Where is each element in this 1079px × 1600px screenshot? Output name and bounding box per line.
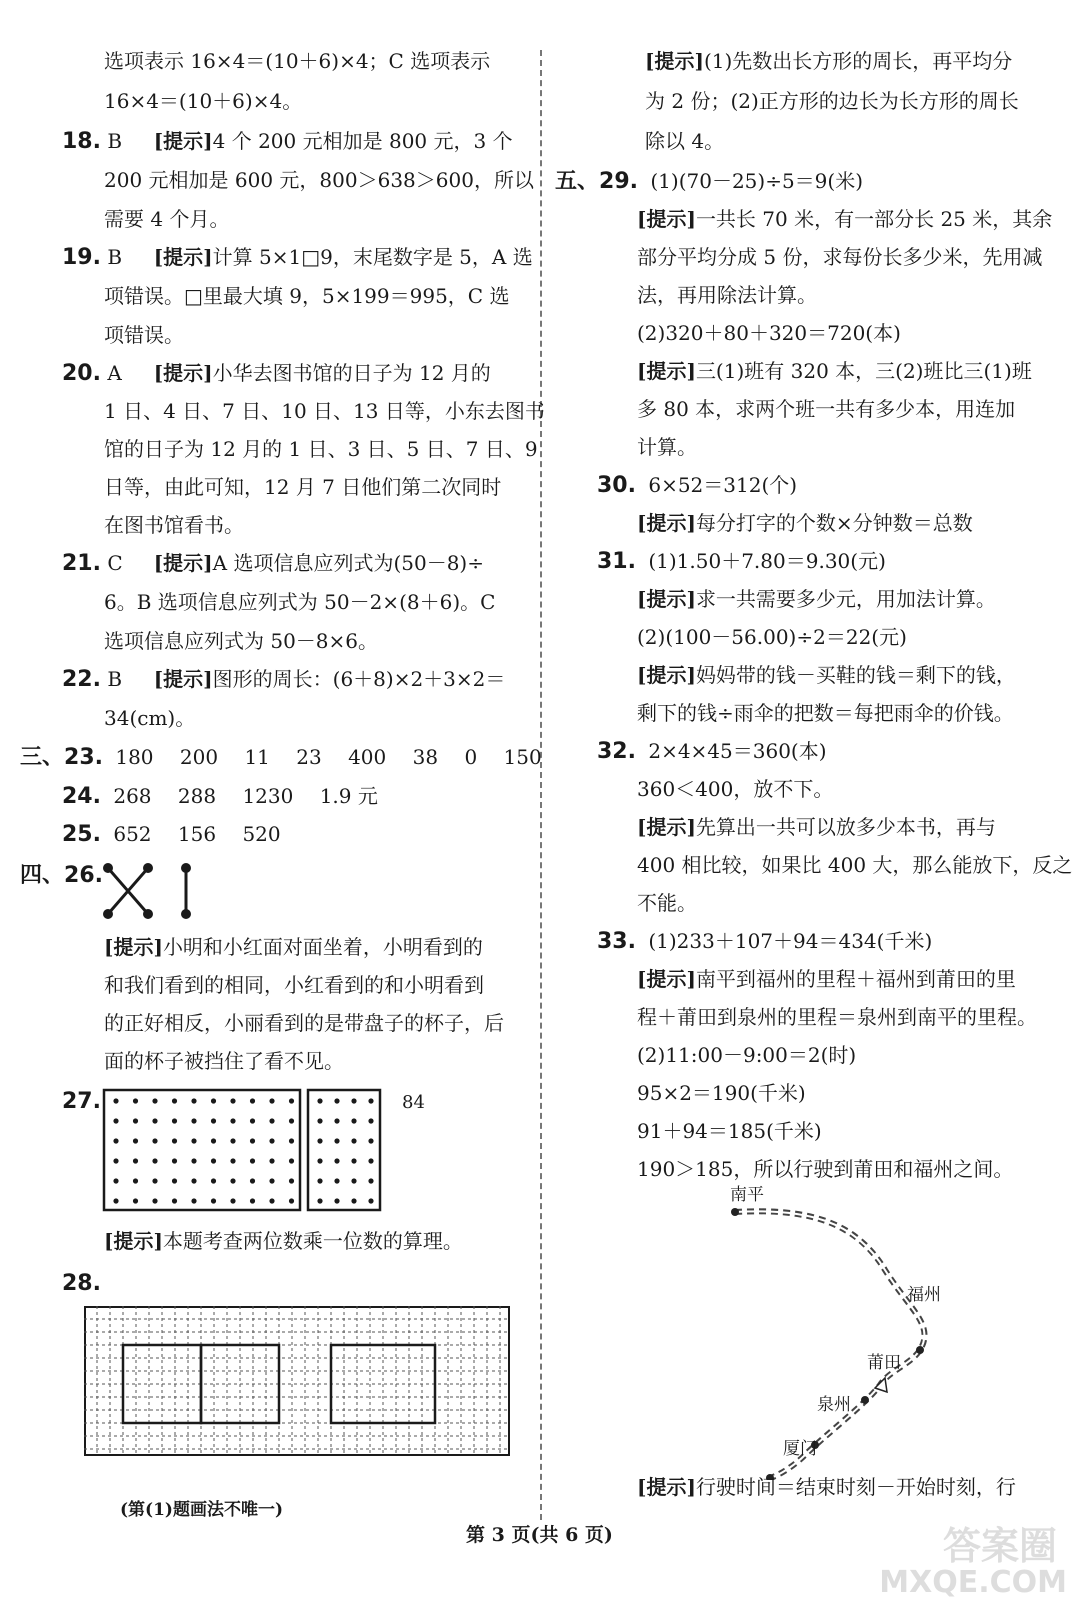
dot	[191, 1118, 196, 1123]
answer-value: 180	[115, 745, 154, 769]
dot	[351, 1138, 356, 1143]
hint-line	[637, 814, 996, 840]
text-line: 在图书馆看书。	[104, 513, 244, 537]
question-19	[62, 244, 533, 271]
page-footer: 第 3 页(共 6 页)	[466, 1524, 613, 1546]
dot	[351, 1098, 356, 1103]
question-number: 26.	[64, 863, 103, 888]
dot-array-figure	[102, 1087, 387, 1213]
dot	[230, 1198, 235, 1203]
question-number: 19.	[62, 245, 101, 270]
answer-equation: (1)233＋107＋94＝434(千米)	[648, 929, 933, 953]
hint-text: 三(1)班有 320 本，三(2)班比三(1)班	[695, 359, 1032, 383]
dot	[191, 1138, 196, 1143]
dot	[172, 1158, 177, 1163]
question-32	[597, 738, 827, 765]
text-line: 程＋莆田到泉州的里程＝泉州到南平的里程。	[637, 1005, 1037, 1029]
rectangle-grid-figure	[84, 1306, 510, 1456]
dot-frame	[104, 1090, 300, 1210]
dot	[113, 1198, 118, 1203]
section-label: 五、	[555, 169, 600, 194]
dot	[289, 1198, 294, 1203]
dot	[152, 1198, 157, 1203]
dot	[113, 1138, 118, 1143]
answer-letter: B	[107, 129, 123, 153]
question-30	[597, 472, 797, 499]
hint-tag: [提示]	[153, 361, 213, 385]
answer-value: 156	[177, 822, 217, 846]
hint-text: 南平到福州的里程＋福州到莆田的里	[695, 967, 1016, 991]
question-number: 32.	[597, 739, 636, 764]
answer-value: 268	[113, 784, 152, 808]
figure-caption: (第(1)题画法不唯一)	[120, 1500, 284, 1520]
answer-value: 0	[464, 745, 478, 769]
hint-line	[637, 1474, 1016, 1500]
question-number: 25.	[62, 822, 101, 847]
question-33	[597, 928, 932, 955]
answer-value: 84	[402, 1092, 425, 1113]
dot	[152, 1138, 157, 1143]
dot	[230, 1138, 235, 1143]
question-27	[62, 1088, 101, 1115]
dot	[317, 1118, 322, 1123]
dot	[172, 1178, 177, 1183]
hint-line	[637, 358, 1032, 384]
text-line: 除以 4。	[645, 129, 725, 153]
question-number: 20.	[62, 361, 101, 386]
answer-letter: C	[107, 551, 123, 575]
answer-letter: B	[107, 245, 123, 269]
hint-text: 小华去图书馆的日子为 12 月的	[212, 361, 491, 385]
railway-map	[715, 1190, 975, 1480]
hint-line	[637, 206, 1052, 232]
dot	[269, 1178, 274, 1183]
map-label-putian: 莆田	[867, 1353, 901, 1373]
text-line: 为 2 份；(2)正方形的边长为长方形的周长	[645, 89, 1019, 113]
answer-value: 200	[179, 745, 219, 769]
answer-value: 38	[412, 745, 439, 769]
hint-text: 一共长 70 米，有一部分长 25 米，其余	[695, 207, 1053, 231]
dot	[152, 1098, 157, 1103]
text-line: 1 日、4 日、7 日、10 日、13 日等，小东去图书	[104, 399, 545, 423]
hint-text: 求一共需要多少元，用加法计算。	[695, 587, 996, 611]
question-number: 28.	[62, 1271, 101, 1296]
dot	[133, 1098, 138, 1103]
dot	[211, 1138, 216, 1143]
answer-equation: (1)1.50＋7.80＝9.30(元)	[648, 549, 886, 573]
question-22	[62, 666, 505, 693]
text-line: 法，再用除法计算。	[637, 283, 817, 307]
answer-value: 652	[113, 822, 152, 846]
answer-value: 23	[296, 745, 322, 769]
text-line: 的正好相反，小丽看到的是带盘子的杯子，后	[104, 1011, 504, 1035]
answer-value: 520	[242, 822, 281, 846]
hint-line	[104, 934, 483, 960]
dot	[172, 1138, 177, 1143]
dot	[368, 1178, 373, 1183]
hint-text: 妈妈带的钱－买鞋的钱＝剩下的钱，	[695, 663, 1016, 687]
question-28	[62, 1270, 101, 1297]
dot	[133, 1138, 138, 1143]
section-label: 四、	[20, 863, 65, 888]
text-line: 不能。	[637, 891, 697, 915]
hint-tag: [提示]	[104, 935, 163, 959]
dot	[334, 1198, 339, 1203]
question-number: 31.	[597, 549, 636, 574]
nanping-dot	[731, 1208, 739, 1216]
question-number: 27.	[62, 1089, 101, 1114]
hint-tag: [提示]	[153, 245, 213, 269]
hint-text: 先算出一共可以放多少本书，再与	[695, 815, 996, 839]
watermark-text: 答案圈	[942, 1523, 1057, 1568]
map-label-xiamen: 厦门	[783, 1439, 817, 1459]
dot	[269, 1138, 274, 1143]
dot	[289, 1098, 294, 1103]
map-label-fuzhou: 福州	[907, 1285, 941, 1305]
question-26	[20, 862, 103, 889]
dot	[250, 1138, 255, 1143]
hint-tag: [提示]	[104, 1229, 163, 1253]
text-line: 16×4＝(10＋6)×4。	[104, 89, 303, 113]
text-line: 选项信息应列式为 50－8×6。	[104, 629, 379, 653]
text-line: 200 元相加是 600 元，800＞638＞600，所以	[104, 168, 534, 192]
dot	[317, 1138, 322, 1143]
dot	[351, 1158, 356, 1163]
dot	[230, 1178, 235, 1183]
answer-letter: A	[107, 361, 122, 385]
map-label-nanping: 南平	[730, 1185, 764, 1205]
dot	[317, 1178, 322, 1183]
dot	[230, 1118, 235, 1123]
dot	[334, 1118, 339, 1123]
text-line: 34(cm)。	[104, 706, 196, 730]
dot	[368, 1118, 373, 1123]
dot	[211, 1158, 216, 1163]
dot	[351, 1118, 356, 1123]
answer-letter: B	[107, 667, 123, 691]
map-label-quanzhou: 泉州	[817, 1395, 851, 1415]
column-divider	[540, 50, 542, 1520]
dot	[289, 1118, 294, 1123]
answer-equation: (2)(100－56.00)÷2＝22(元)	[637, 625, 907, 649]
text-line: 馆的日子为 12 月的 1 日、3 日、5 日、7 日、9	[104, 437, 538, 461]
question-number: 29.	[599, 169, 638, 194]
dot	[317, 1198, 322, 1203]
answer-equation: 91＋94＝185(千米)	[637, 1119, 822, 1143]
dot	[368, 1158, 373, 1163]
text-line: 面的杯子被挡住了看不见。	[104, 1049, 344, 1073]
putian-dot	[861, 1396, 869, 1404]
dot	[133, 1118, 138, 1123]
hint-tag: [提示]	[637, 587, 696, 611]
dot	[368, 1138, 373, 1143]
text-line: 6。B 选项信息应列式为 50－2×(8＋6)。C	[104, 590, 496, 614]
hint-text: 小明和小红面对面坐着，小明看到的	[162, 935, 483, 959]
dot	[191, 1178, 196, 1183]
dot	[351, 1178, 356, 1183]
hint-text: 计算 5×1□9，末尾数字是 5，A 选	[212, 245, 533, 269]
dot	[172, 1198, 177, 1203]
dot	[368, 1198, 373, 1203]
dot	[191, 1158, 196, 1163]
dot	[269, 1098, 274, 1103]
dot	[269, 1118, 274, 1123]
dot	[289, 1158, 294, 1163]
dot	[152, 1118, 157, 1123]
hint-tag: [提示]	[637, 663, 696, 687]
text-line: 需要 4 个月。	[104, 207, 230, 231]
dot	[334, 1158, 339, 1163]
hint-tag: [提示]	[645, 49, 704, 73]
answer-equation: 6×52＝312(个)	[648, 473, 798, 497]
hint-line	[104, 1228, 463, 1254]
dot	[250, 1158, 255, 1163]
dot	[269, 1158, 274, 1163]
hint-tag: [提示]	[637, 967, 696, 991]
hint-line	[637, 586, 996, 612]
dot	[191, 1198, 196, 1203]
hint-tag: [提示]	[637, 815, 696, 839]
answer-value: 150	[503, 745, 542, 769]
question-24	[62, 783, 398, 810]
watermark-logo	[879, 1510, 1067, 1600]
question-number: 22.	[62, 667, 101, 692]
dot	[250, 1178, 255, 1183]
answer-equation: 360＜400，放不下。	[637, 777, 834, 801]
dot	[172, 1098, 177, 1103]
dot	[334, 1138, 339, 1143]
dot	[113, 1178, 118, 1183]
text-line: 部分平均分成 5 份，求每份长多少米，先用减	[637, 245, 1043, 269]
text-line: 项错误。□里最大填 9，5×199＝995，C 选	[104, 284, 510, 308]
hint-text: A 选项信息应列式为(50－8)÷	[212, 551, 484, 575]
text-line: 选项表示 16×4＝(10＋6)×4；C 选项表示	[104, 49, 491, 73]
answer-value: 288	[177, 784, 217, 808]
dot	[211, 1178, 216, 1183]
dot	[133, 1178, 138, 1183]
dot	[334, 1178, 339, 1183]
answer-equation: (2)320＋80＋320＝720(本)	[637, 321, 901, 345]
dot	[250, 1198, 255, 1203]
hint-tag: [提示]	[153, 551, 213, 575]
question-23	[20, 744, 562, 771]
question-21	[62, 550, 484, 577]
fuzhou-dot	[916, 1346, 924, 1354]
question-number: 24.	[62, 784, 101, 809]
dot	[113, 1158, 118, 1163]
dot	[172, 1118, 177, 1123]
answer-equation: (2)11:00－9:00＝2(时)	[637, 1043, 857, 1067]
dot	[113, 1098, 118, 1103]
text-line: 剩下的钱÷雨伞的把数＝每把雨伞的价钱。	[637, 701, 1014, 725]
dot	[152, 1158, 157, 1163]
text-line: 计算。	[637, 435, 697, 459]
question-20	[62, 360, 491, 387]
hint-text: 每分打字的个数×分钟数＝总数	[695, 511, 973, 535]
hint-text: 行驶时间＝结束时刻－开始时刻，行	[695, 1475, 1016, 1499]
dot	[133, 1158, 138, 1163]
hint-text: 图形的周长：(6＋8)×2＋3×2＝	[212, 667, 506, 691]
dot	[152, 1178, 157, 1183]
question-18	[62, 128, 513, 155]
hint-text: 4 个 200 元相加是 800 元，3 个	[212, 129, 513, 153]
answer-value: 1230	[242, 784, 294, 808]
dot	[211, 1118, 216, 1123]
dot	[211, 1098, 216, 1103]
question-number: 18.	[62, 129, 101, 154]
dot	[317, 1158, 322, 1163]
hint-tag: [提示]	[637, 1475, 696, 1499]
hint-text: 本题考查两位数乘一位数的算理。	[162, 1229, 463, 1253]
hint-tag: [提示]	[637, 207, 696, 231]
text-line: 多 80 本，求两个班一共有多少本，用连加	[637, 397, 1016, 421]
dot	[113, 1118, 118, 1123]
answer-equation: 95×2＝190(千米)	[637, 1081, 806, 1105]
dot	[289, 1178, 294, 1183]
dot	[250, 1098, 255, 1103]
hint-tag: [提示]	[153, 667, 213, 691]
view-line-figure	[100, 862, 200, 920]
hint-line	[645, 48, 1012, 74]
watermark-url: MXQE.COM	[879, 1565, 1067, 1600]
answer-equation: (1)(70－25)÷5＝9(米)	[650, 169, 864, 193]
question-25	[62, 821, 301, 848]
dot	[334, 1098, 339, 1103]
section-label: 三、	[20, 745, 65, 770]
answer-value: 400	[348, 745, 387, 769]
dot-frame	[308, 1090, 380, 1210]
question-number: 30.	[597, 473, 636, 498]
question-number: 21.	[62, 551, 101, 576]
text-line: 项错误。	[104, 323, 184, 347]
hint-tag: [提示]	[153, 129, 213, 153]
dot	[317, 1098, 322, 1103]
hint-tag: [提示]	[637, 511, 696, 535]
dot	[289, 1138, 294, 1143]
dot	[368, 1098, 373, 1103]
question-number: 23.	[64, 745, 103, 770]
dot	[269, 1198, 274, 1203]
dot	[211, 1198, 216, 1203]
question-29	[555, 168, 863, 195]
text-line: 和我们看到的相同，小红看到的和小明看到	[104, 973, 484, 997]
text-line: 日等，由此可知，12 月 7 日他们第二次同时	[104, 475, 502, 499]
dot	[191, 1098, 196, 1103]
question-number: 33.	[597, 929, 636, 954]
hint-line	[637, 966, 1016, 992]
answer-conclusion: 190＞185，所以行驶到莆田和福州之间。	[637, 1157, 1014, 1181]
answer-equation: 2×4×45＝360(本)	[648, 739, 827, 763]
hint-line	[637, 510, 973, 536]
dot	[250, 1118, 255, 1123]
answer-value: 11	[244, 745, 270, 769]
dot	[230, 1098, 235, 1103]
hint-line	[637, 662, 1016, 688]
text-line: 400 相比较，如果比 400 大，那么能放下，反之	[637, 853, 1073, 877]
hint-tag: [提示]	[637, 359, 696, 383]
dot	[351, 1198, 356, 1203]
dot	[230, 1158, 235, 1163]
question-31	[597, 548, 886, 575]
dot	[133, 1198, 138, 1203]
hint-text: (1)先数出长方形的周长，再平均分	[703, 49, 1013, 73]
answer-value: 1.9 元	[319, 784, 378, 808]
